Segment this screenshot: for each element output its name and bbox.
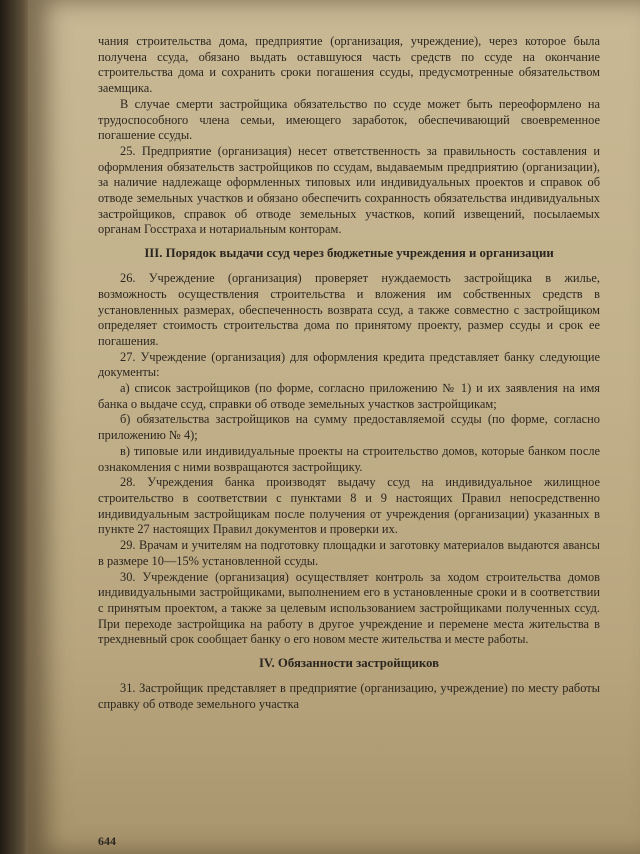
paragraph-death-clause: В случае смерти застройщика обязательство по ссуде может быть переоформлено на трудоспособного члена семьи, имеющего заработок, обеспечивающий своевременное погашение ссуды. bbox=[98, 96, 600, 143]
paragraph-27-b: б) обязательства застройщиков на сумму предоставляемой ссуды (по форме, согласно приложению № 4); bbox=[98, 412, 600, 443]
paragraph-26: 26. Учреждение (организация) проверяет нуждаемость застройщика в жилье, возможность осуществления строительства и вложения им собственных средств в установленных размерах, обеспеченность возврата ссуд, а также совместно с застройщиком определяет стоимость строительства дома по принятому проекту, размер ссуды и срок ее погашения. bbox=[98, 271, 600, 348]
paragraph-continuation: чания строительства дома, предприятие (организация, учреждение), через которое была получена ссуда, обязано выдать оставшуюся часть средств по ссуде на окончание строительства дома и сохранить сроки погашения ссуды, предусмотренные обязательством заемщика. bbox=[98, 34, 600, 96]
page-number: 644 bbox=[98, 834, 116, 848]
page-text bbox=[98, 34, 600, 712]
paragraph-28: 28. Учреждения банка производят выдачу ссуд на индивидуальное жилищное строительство в соответствии с пунктами 8 и 9 настоящих Правил непосредственно индивидуальным застройщикам после получения от учреждения (организации) указанных в пункте 27 настоящих Правил документов и проверки их. bbox=[98, 475, 600, 537]
paragraph-27: 27. Учреждение (организация) для оформления кредита представляет банку следующие документы: bbox=[98, 349, 600, 380]
paragraph-27-c: в) типовые или индивидуальные проекты на строительство домов, которые банком после ознакомления с ними возвращаются застройщику. bbox=[98, 443, 600, 474]
book-page bbox=[28, 0, 640, 854]
paragraph-27-a: а) список застройщиков (по форме, согласно приложению № 1) и их заявления на имя банка о выдаче ссуд, справки об отводе земельных участков застройщикам; bbox=[98, 381, 600, 411]
paragraph-30: 30. Учреждение (организация) осуществляет контроль за ходом строительства домов индивидуальными застройщиками, выполнением его в установленные сроки и в соответствии с принятым проектом, а также за целевым использованием застройщиками полученных ссуд. При переходе застройщика на работу в другое учреждение и перемене места жительства в трехдневный срок сообщает банку о его новом месте жительства и месте работы. bbox=[98, 569, 600, 647]
paragraph-25: 25. Предприятие (организация) несет ответственность за правильность составления и оформления обязательств застройщиков по ссудам, выдаваемым предприятию (организации), за наличие надлежаще оформленных типовых или индивидуальных проектов и справок об отводе земельных участков и обязано обеспечить сохранность обязательства индивидуальных застройщиков, справок об отводе земельных участков, копий извещений, посылаемых органам Госстраха и нотариальным конторам. bbox=[98, 143, 600, 237]
section-4-heading: IV. Обязанности застройщиков bbox=[258, 656, 440, 671]
paragraph-31: 31. Застройщик представляет в предприятие (организацию, учреждение) по месту работы справку об отводе земельного участка bbox=[98, 681, 600, 711]
paragraph-29: 29. Врачам и учителям на подготовку площадки и заготовку материалов выдаются авансы в размере 10—15% установленной ссуды. bbox=[98, 538, 600, 568]
section-3-heading: III. Порядок выдачи ссуд через бюджетные учреждения и организации bbox=[144, 246, 554, 261]
